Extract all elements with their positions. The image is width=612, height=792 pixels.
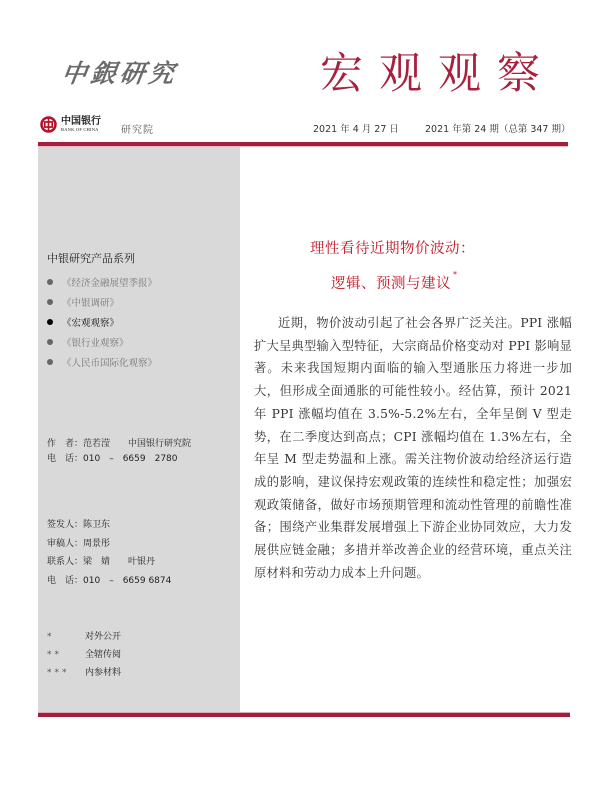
bullet-icon <box>47 359 53 365</box>
series-item-label: 《银行业观察》 <box>62 338 129 349</box>
article-subtitle: 逻辑、预测与建议 <box>331 276 451 292</box>
issue-number: 2021 年第 24 期（总第 347 期） <box>425 124 571 135</box>
institute-label: 研究院 <box>121 125 154 136</box>
star-icon: *** <box>47 668 70 678</box>
legend-label: 内参材料 <box>85 668 122 678</box>
series-list <box>47 272 157 372</box>
contact-row <box>47 553 171 572</box>
series-item-label: 《经济金融展望季报》 <box>62 278 158 289</box>
bullet-icon <box>47 339 53 345</box>
series-item-label: 《宏观观察》 <box>62 318 120 329</box>
bank-name-cn: 中国银行 <box>61 115 101 127</box>
author-info <box>47 437 191 467</box>
article-abstract: 近期，物价波动引起了社会各界广泛关注。PPI 涨幅扩大呈典型输入型特征，大宗商品价格变动对 PPI 影响显著。未来我国短期内面临的输入型通胀压力将进一步加大，但形成全面通胀的可能性较小。经估算，预计 2021 年 PPI 涨幅均值在 3.5%-5.2%左右，全年呈倒 V 型走势，在二季度达到高点；CPI 涨幅均值在 1.3%左右，全年呈 M 型走势温和上涨。需关注物价波动给经济运行造成的影响，建议保持宏观政策的连续性和稳定性；加强宏观政策储备，做好市场预期管理和流动性管理的前瞻性准备；围绕产业集群发展增强上下游企业协同效应，大力发展供应链金融；多措并举改善企业的经营环境，重点关注原材料和劳动力成本上升问题。 <box>254 316 572 580</box>
series-item <box>47 352 157 372</box>
footnote-marker: * <box>453 270 458 279</box>
author-label: 作 者： <box>47 439 84 449</box>
legend-row <box>47 664 121 682</box>
signer-row <box>47 516 171 535</box>
star-icon: ** <box>47 650 62 660</box>
author-org: 中国银行研究院 <box>128 439 192 449</box>
classification-legend <box>47 628 121 682</box>
series-item-label: 《中银调研》 <box>62 298 120 309</box>
contact-info <box>47 516 171 590</box>
bank-of-china-logo <box>40 116 101 133</box>
series-item-current <box>47 312 157 332</box>
contact-names: 梁 婧 叶银丹 <box>83 557 156 567</box>
series-item-label: 《人民币国际化观察》 <box>62 358 158 369</box>
series-title: 中银研究产品系列 <box>47 252 135 265</box>
reviewer-label: 审稿人： <box>47 538 84 549</box>
contact-label: 联系人： <box>47 557 84 567</box>
bank-of-china-emblem-icon <box>40 116 57 133</box>
footer-divider <box>38 712 570 717</box>
legend-label: 全辖传阅 <box>85 650 122 660</box>
publication-title: 宏观观察 <box>320 49 556 99</box>
phone-label: 电 话： <box>47 575 84 586</box>
article-title-line1: 理性看待近期物价波动： <box>310 241 475 257</box>
author-name: 范若滢 <box>83 439 111 449</box>
bullet-icon <box>47 319 53 325</box>
bullet-icon <box>47 299 53 305</box>
contact-phone: 010 – 6659 6874 <box>83 575 172 586</box>
phone-label: 电 话： <box>47 454 84 464</box>
series-item <box>47 292 157 312</box>
series-item <box>47 332 157 352</box>
author-phone: 010 – 6659 2780 <box>83 454 178 464</box>
article-title-line2 <box>331 272 458 293</box>
bank-name-en: BANK OF CHINA <box>61 126 99 132</box>
signer-label: 签发人： <box>47 520 84 530</box>
contact-phone-row <box>47 572 171 591</box>
calligraphy-logo: 中銀研究 <box>59 59 180 88</box>
bullet-icon <box>47 279 53 285</box>
author-row <box>47 437 191 452</box>
legend-row <box>47 628 121 646</box>
series-item <box>47 272 157 292</box>
reviewer-row <box>47 535 171 554</box>
legend-label: 对外公开 <box>85 632 122 642</box>
author-phone-row <box>47 452 191 467</box>
star-icon: * <box>47 632 55 642</box>
publication-date: 2021 年 4 月 27 日 <box>313 124 399 135</box>
signer-name: 陈卫东 <box>83 520 111 530</box>
legend-row <box>47 646 121 664</box>
reviewer-name: 周景彤 <box>83 538 111 549</box>
